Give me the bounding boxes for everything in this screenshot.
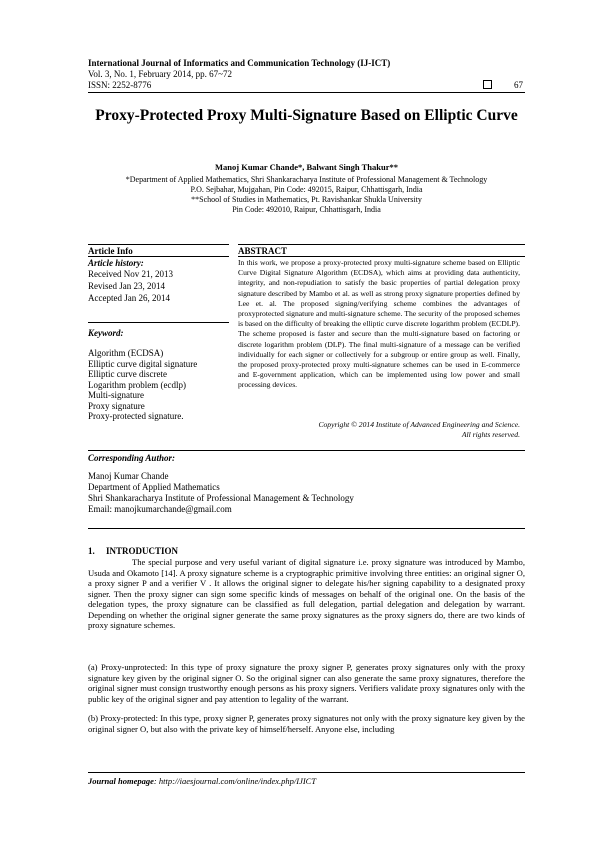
abstract-heading-rule: [238, 256, 525, 257]
keyword-item: Proxy-protected signature.: [88, 411, 184, 421]
abstract-top-rule: [238, 244, 525, 245]
footer-rule: [88, 772, 525, 773]
keyword-item: Multi-signature: [88, 390, 144, 400]
paper-title: Proxy-Protected Proxy Multi-Signature Based on Elliptic Curve: [95, 107, 518, 124]
intro-paragraph: The special purpose and very useful variant of digital signature i.e. proxy signature was introduced by Mambo, Usuda and Okamoto [14]. A proxy signature scheme is a cryptographic primitive involving three entities: an original signer O, a proxy signer P and a verifier V . It allows the original signer to delegate his/her signing capability to a designated proxy signer. Then the proxy signer can sign some specific kinds of messages on behalf of the original one. On the basis of the delegation types, the proxy signature can be classified as full delegation, partial delegation and delegation by warrant. Depending on whether the original signer generate the same proxy signatures as the proxy signers do, there are two kinds of proxy signature schemes.: [88, 557, 525, 630]
affiliation-line: P.O. Sejbahar, Mujgahan, Pin Code: 492015, Raipur, Chhattisgarh, India: [190, 185, 423, 194]
page-number: 67: [514, 80, 523, 90]
keyword-item: Elliptic curve discrete: [88, 369, 167, 379]
keyword-item: Proxy signature: [88, 400, 145, 411]
authors: Manoj Kumar Chande*, Balwant Singh Thakur**: [215, 162, 398, 172]
homepage-url[interactable]: : http://iaesjournal.com/online/index.php/IJICT: [153, 776, 317, 786]
journal-homepage: [88, 776, 316, 786]
author-department: Department of Applied Mathematics: [88, 482, 220, 492]
corresponding-top-rule: [88, 450, 525, 451]
keyword-rule: [88, 322, 229, 323]
section-heading: 1. INTRODUCTION: [88, 546, 179, 556]
affiliation-line: *Department of Applied Mathematics, Shri Shankaracharya Institute of Professional Management & Technology: [125, 175, 488, 184]
history-label: Article history:: [88, 258, 144, 268]
issn: ISSN: 2252-8776: [88, 80, 152, 90]
copyright: [238, 420, 520, 440]
abstract-text: In this work, we propose a proxy-protected proxy multi-signature scheme based on Elliptic Curve Digital Signature Algorithm (ECDSA), which aims at providing data authenticity, integrity, and non-repudiation to satisfy the basic properties of partial delegation proxy signature described by Mambo et al. as well as strong proxy signature properties defined by Lee et. al. The proposed signing/verifying scheme combines the advantages of proxyprotected signature and multi-signature scheme. The security of the proposed schemes is based on the difficulty of breaking the elliptic curve discrete logarithm problem (ECDLP). The scheme proposed is faster and secure than the multi-signature based on factoring or discrete logarithm problem (DLP). The final multi-signature of a message can be verified individually for each signer or collectively for a subgroup or entire group as well. Finally, the proposed proxy-protected proxy multi-signature schemes can be used in E-commerce and E-government application, which can be implemented using low power and small processing devices.: [238, 258, 520, 390]
header-rule: [88, 92, 525, 93]
keyword-label: Keyword:: [88, 328, 124, 338]
info-heading-rule: [88, 256, 229, 257]
received-date: Received Nov 21, 2013: [88, 269, 173, 279]
affiliation-line: **School of Studies in Mathematics, Pt. Ravishankar Shukla University: [191, 195, 422, 204]
intro-paragraph: (a) Proxy-unprotected: In this type of proxy signature the proxy signer P, generates proxy signatures only with the proxy signature key given by the original signer O. So the original signer can also generate the same proxy signatures, therefore the original signer must consign trustworthy enough persons as his proxy signers. Verifiers validate proxy signatures only with the public key of the original signer and pay attention to legality of the warrant.: [88, 662, 525, 704]
author-institute: Shri Shankaracharya Institute of Professional Management & Technology: [88, 493, 354, 503]
revised-date: Revised Jan 23, 2014: [88, 281, 165, 291]
copyright-line: Copyright © 2014 Institute of Advanced Engineering and Science.: [318, 420, 520, 429]
corresponding-label: Corresponding Author:: [88, 453, 175, 463]
author-name: Manoj Kumar Chande: [88, 471, 169, 481]
info-top-rule: [88, 244, 229, 245]
journal-logo-icon: [483, 80, 492, 89]
accepted-date: Accepted Jan 26, 2014: [88, 293, 170, 303]
keyword-list: [88, 348, 233, 422]
homepage-label: Journal homepage: [88, 776, 154, 786]
keyword-item: Elliptic curve digital signature: [88, 358, 198, 369]
volume-info: Vol. 3, No. 1, February 2014, pp. 67~72: [88, 69, 232, 79]
corresponding-bottom-rule: [88, 528, 525, 529]
intro-paragraph: (b) Proxy-protected: In this type, proxy signer P, generates proxy signatures not only with the proxy signature key given by the original signer O, but also with the private key of himself/herself. Anyone else, including: [88, 713, 525, 734]
affiliation-line: Pin Code: 492010, Raipur, Chhattisgarh, India: [232, 205, 381, 214]
article-info-heading: Article Info: [88, 246, 133, 256]
journal-name: International Journal of Informatics and Communication Technology (IJ-ICT): [88, 58, 391, 68]
copyright-line: All rights reserved.: [461, 430, 520, 439]
keyword-item: Logarithm problem (ecdlp): [88, 379, 186, 390]
abstract-heading: ABSTRACT: [238, 246, 288, 256]
author-email: Email: manojkumarchande@gmail.com: [88, 504, 232, 514]
keyword-item: Algorithm (ECDSA): [88, 348, 164, 358]
